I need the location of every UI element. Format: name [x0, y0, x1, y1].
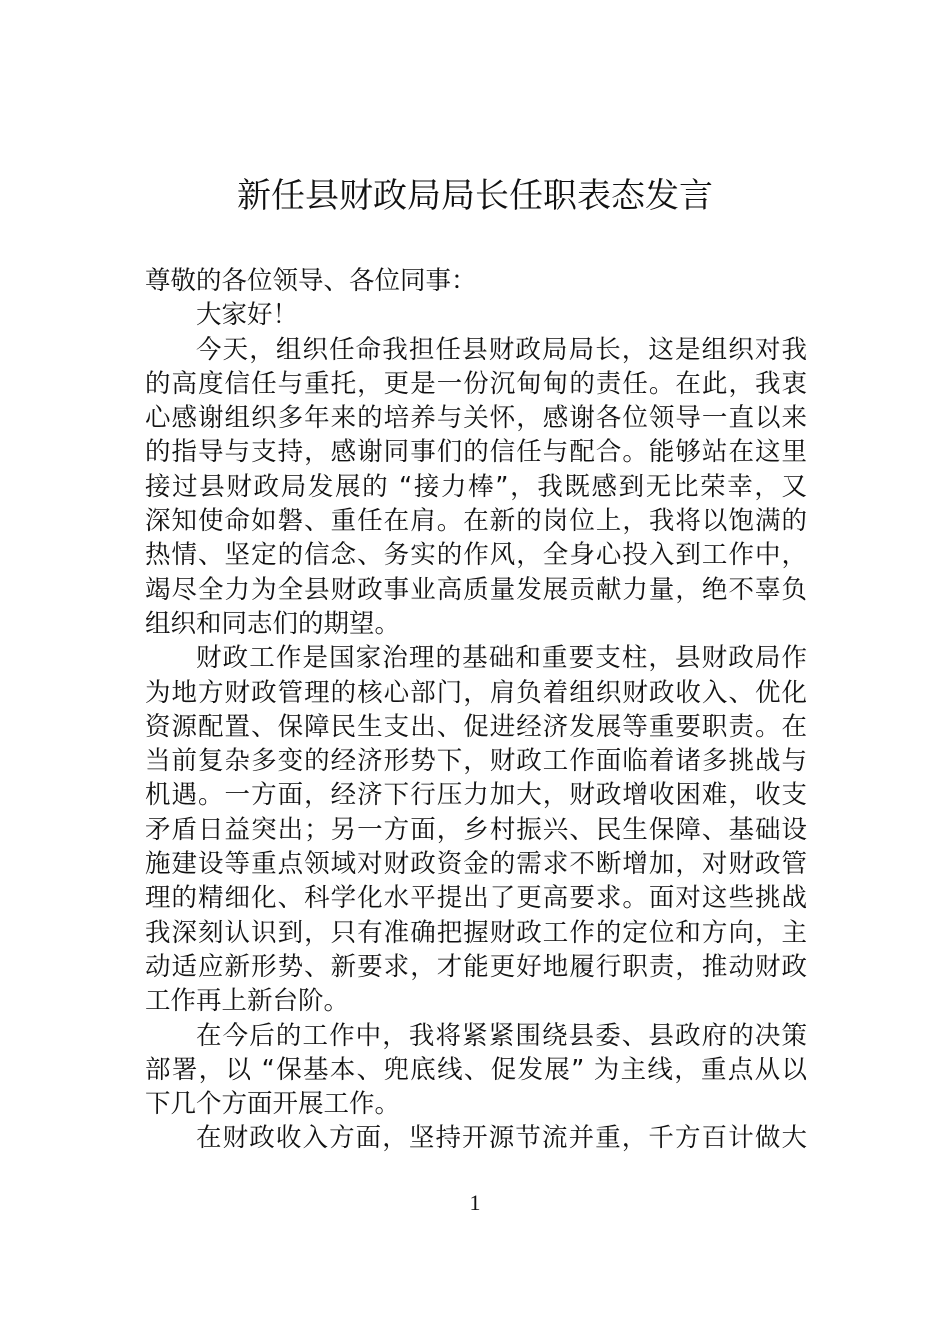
paragraph-line: 组织和同志们的期望。 — [145, 608, 401, 639]
paragraph-line: 我深刻认识到，只有准确把握财政工作的定位和方向，主 — [145, 917, 807, 948]
paragraph-line: 矛盾日益突出；另一方面，乡村振兴、民生保障、基础设 — [145, 814, 807, 845]
paragraph-line: 今天，组织任命我担任县财政局局长，这是组织对我 — [196, 334, 807, 365]
paragraph-line: 施建设等重点领域对财政资金的需求不断增加，对财政管 — [145, 849, 807, 880]
paragraph-line: 机遇。一方面，经济下行压力加大，财政增收困难，收支 — [145, 780, 807, 811]
paragraph-line: 心感谢组织多年来的培养与关怀，感谢各位领导一直以来 — [145, 403, 807, 434]
page-number: 1 — [469, 1190, 481, 1215]
paragraph-line: 的高度信任与重托，更是一份沉甸甸的责任。在此，我衷 — [145, 368, 807, 399]
paragraph-line: 工作再上新台阶。 — [145, 986, 350, 1017]
paragraph-line: 的指导与支持，感谢同事们的信任与配合。能够站在这里 — [145, 437, 807, 468]
paragraph-line: 深知使命如磐、重任在肩。在新的岗位上，我将以饱满的 — [145, 506, 807, 537]
paragraph-line: 竭尽全力为全县财政事业高质量发展贡献力量，绝不辜负 — [145, 574, 807, 605]
paragraph-line: 资源配置、保障民生支出、促进经济发展等重要职责。在 — [145, 711, 807, 742]
document-title: 新任县财政局局长任职表态发言 — [237, 176, 713, 216]
paragraph-line: 当前复杂多变的经济形势下，财政工作面临着诸多挑战与 — [145, 746, 807, 777]
salutation-line: 尊敬的各位领导、各位同事： — [145, 266, 477, 296]
paragraph-line: 动适应新形势、新要求，才能更好地履行职责，推动财政 — [145, 951, 807, 982]
paragraph-line: 为地方财政管理的核心部门，肩负着组织财政收入、优化 — [145, 677, 807, 708]
paragraph-line: 部署，以 “保基本、兜底线、促发展” 为主线，重点从以 — [145, 1054, 807, 1085]
paragraph-line: 在财政收入方面，坚持开源节流并重，千方百计做大 — [196, 1123, 807, 1154]
paragraph-line: 热情、坚定的信念、务实的作风，全身心投入到工作中， — [145, 540, 807, 571]
paragraph-line: 在今后的工作中，我将紧紧围绕县委、县政府的决策 — [196, 1020, 807, 1051]
paragraph-line: 财政工作是国家治理的基础和重要支柱，县财政局作 — [196, 643, 807, 674]
paragraph-line: 下几个方面开展工作。 — [145, 1089, 401, 1120]
document-body — [145, 264, 807, 1156]
greeting-line: 大家好！ — [196, 300, 299, 331]
paragraph-line: 理的精细化、科学化水平提出了更高要求。面对这些挑战 — [145, 883, 807, 914]
paragraph-line: 接过县财政局发展的 “接力棒”，我既感到无比荣幸，又 — [145, 471, 807, 502]
